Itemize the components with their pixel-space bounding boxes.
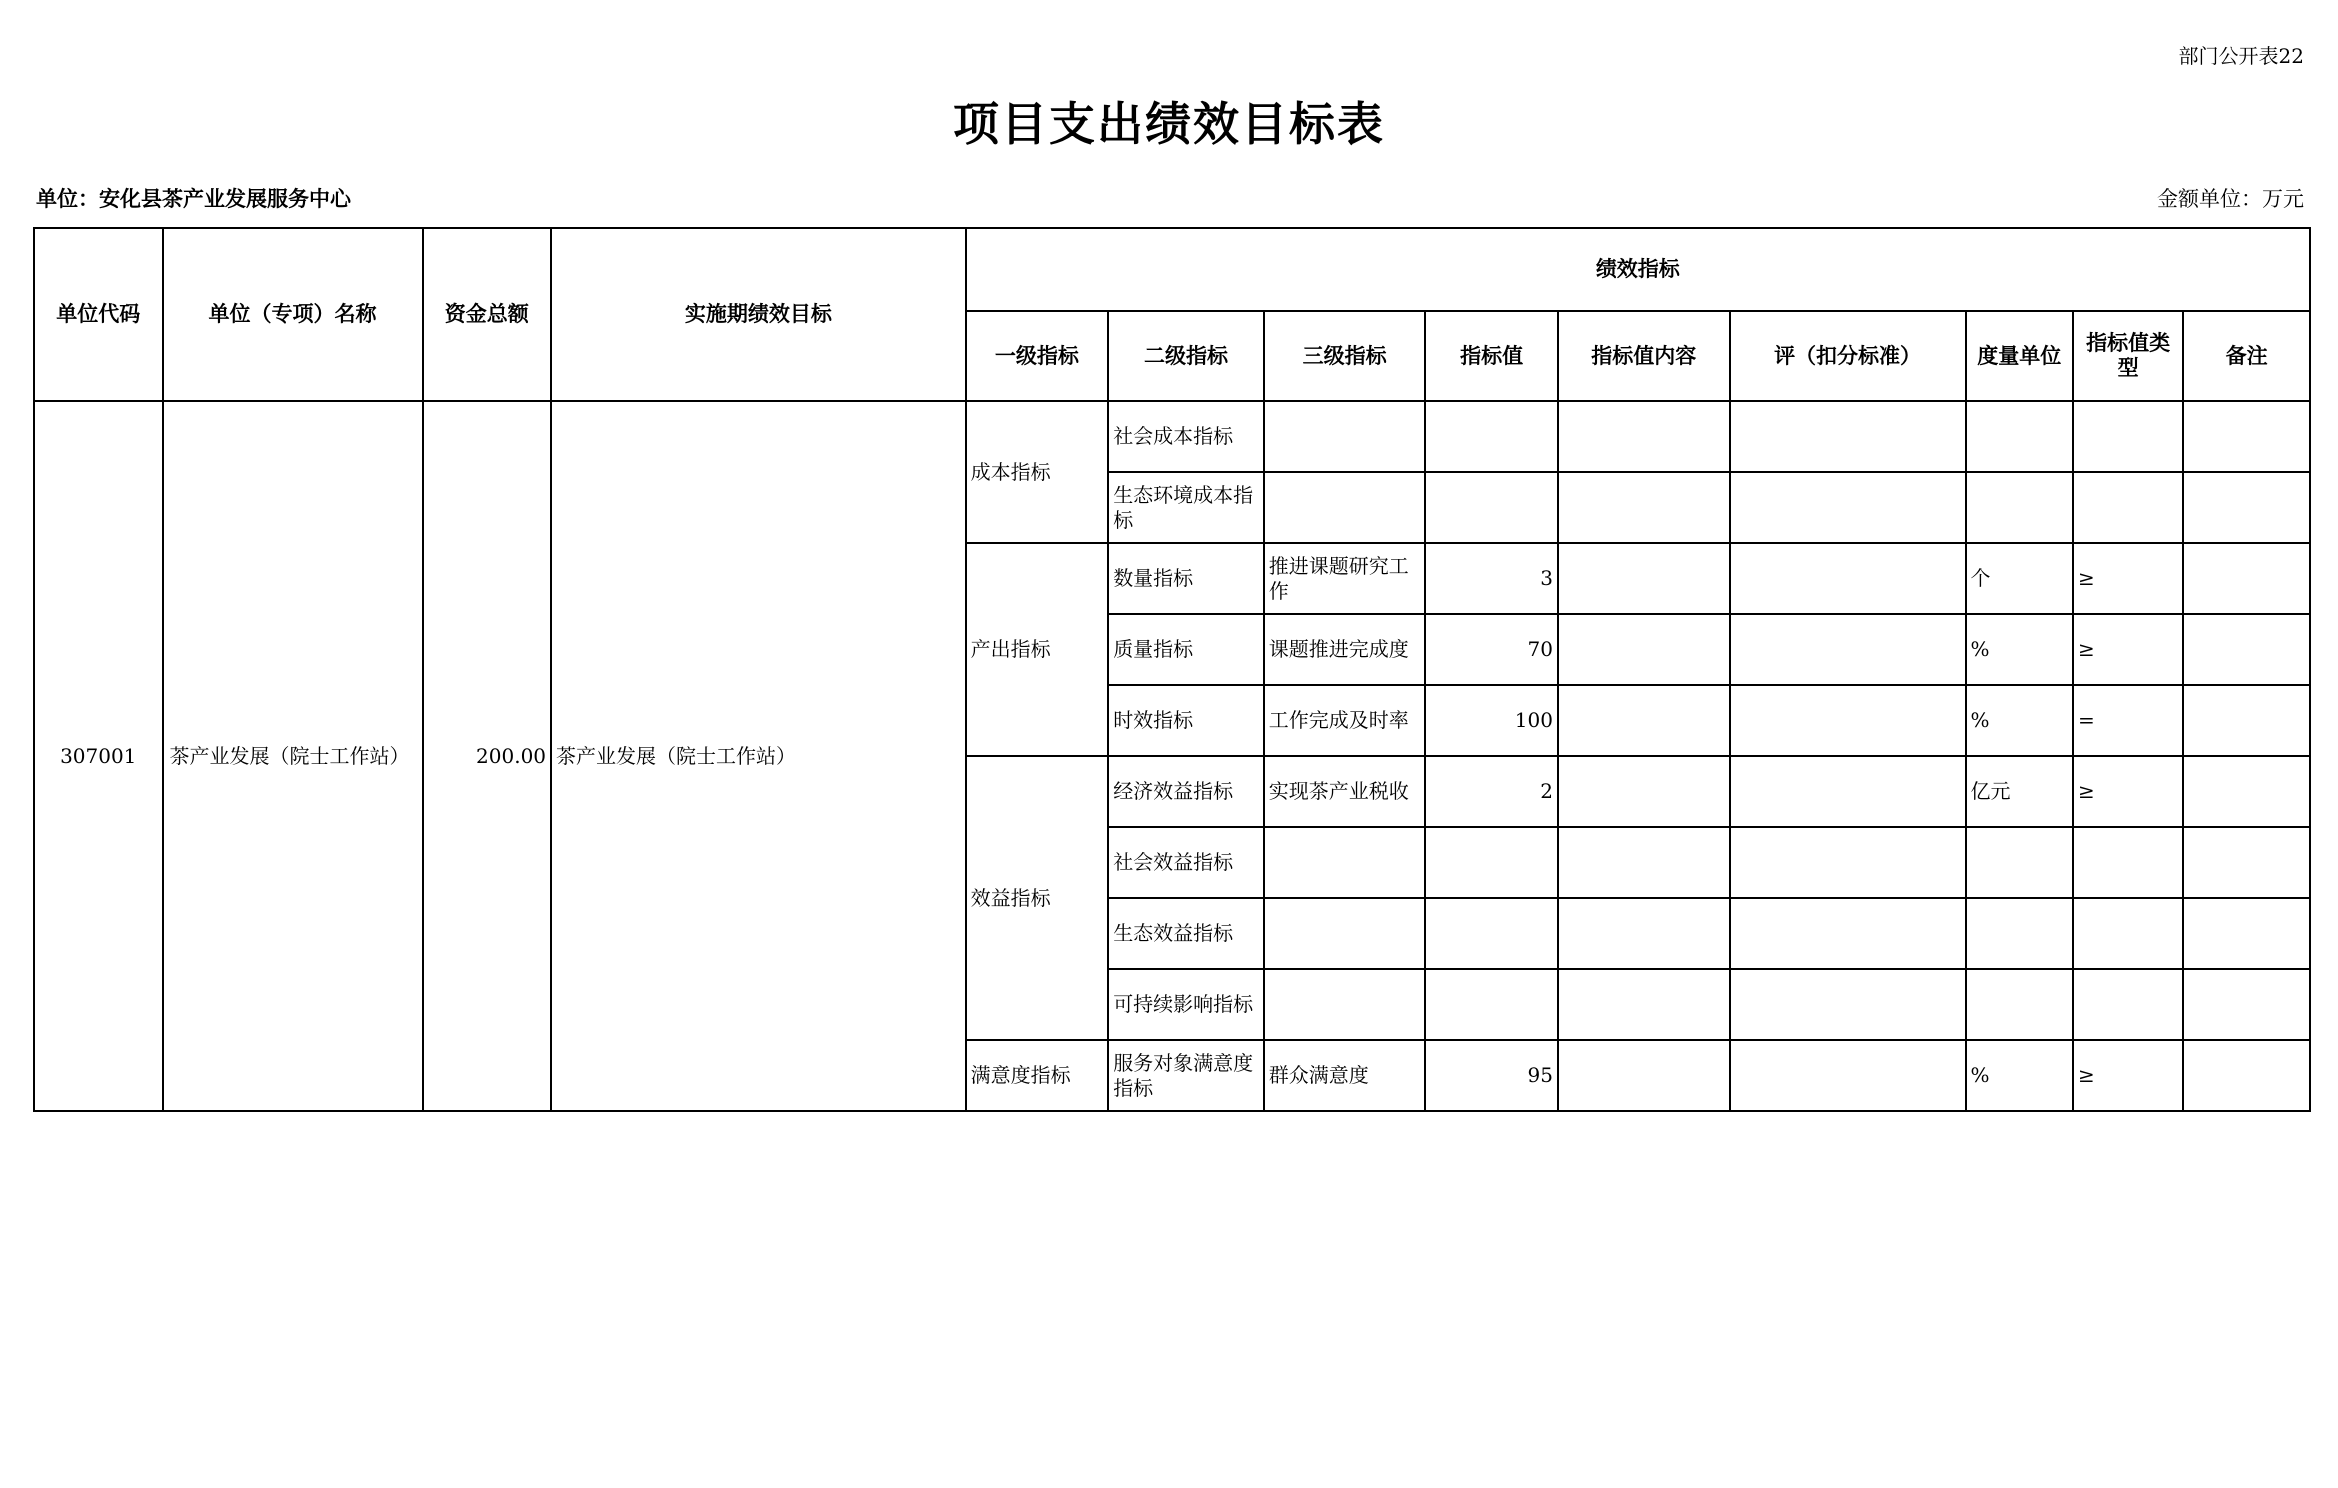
- level2-cell: 社会效益指标: [1108, 827, 1264, 898]
- remark-cell: [2183, 685, 2310, 756]
- form-number-tag: 部门公开表22: [2178, 44, 2304, 68]
- value-cell: [1425, 827, 1558, 898]
- value-type-cell: ≥: [2073, 756, 2183, 827]
- value-content-cell: [1558, 685, 1730, 756]
- remark-cell: [2183, 756, 2310, 827]
- value-content-cell: [1558, 543, 1730, 614]
- value-cell: [1425, 401, 1558, 472]
- measure-unit-cell: %: [1966, 614, 2073, 685]
- header-goal: 实施期绩效目标: [551, 228, 966, 401]
- measure-unit-cell: %: [1966, 685, 2073, 756]
- level3-cell: [1264, 898, 1426, 969]
- header-value-type: 指标值类型: [2073, 311, 2183, 401]
- level3-cell: [1264, 969, 1426, 1040]
- scoring-cell: [1730, 685, 1966, 756]
- value-type-cell: [2073, 969, 2183, 1040]
- value-type-cell: [2073, 827, 2183, 898]
- header-total-funds: 资金总额: [423, 228, 552, 401]
- scoring-cell: [1730, 898, 1966, 969]
- header-measure-unit: 度量单位: [1966, 311, 2073, 401]
- scoring-cell: [1730, 614, 1966, 685]
- value-type-cell: ≥: [2073, 614, 2183, 685]
- header-level2: 二级指标: [1108, 311, 1264, 401]
- level2-cell: 服务对象满意度指标: [1108, 1040, 1264, 1111]
- level3-cell: 课题推进完成度: [1264, 614, 1426, 685]
- header-unit-name: 单位（专项）名称: [163, 228, 423, 401]
- unit-label: 单位：安化县茶产业发展服务中心: [36, 187, 351, 211]
- value-content-cell: [1558, 472, 1730, 543]
- header-value-content: 指标值内容: [1558, 311, 1730, 401]
- value-content-cell: [1558, 898, 1730, 969]
- value-cell: 100: [1425, 685, 1558, 756]
- header-scoring: 评（扣分标准）: [1730, 311, 1966, 401]
- scoring-cell: [1730, 543, 1966, 614]
- remark-cell: [2183, 827, 2310, 898]
- value-content-cell: [1558, 969, 1730, 1040]
- measure-unit-cell: [1966, 969, 2073, 1040]
- header-row-1: [34, 228, 2310, 311]
- measure-unit-cell: 个: [1966, 543, 2073, 614]
- header-unit-code: 单位代码: [34, 228, 163, 401]
- value-cell: 2: [1425, 756, 1558, 827]
- scoring-cell: [1730, 969, 1966, 1040]
- value-type-cell: [2073, 472, 2183, 543]
- value-type-cell: [2073, 898, 2183, 969]
- scoring-cell: [1730, 401, 1966, 472]
- header-performance-indicators: 绩效指标: [966, 228, 2310, 311]
- level2-cell: 数量指标: [1108, 543, 1264, 614]
- remark-cell: [2183, 472, 2310, 543]
- remark-cell: [2183, 898, 2310, 969]
- scoring-cell: [1730, 756, 1966, 827]
- level3-cell: 群众满意度: [1264, 1040, 1426, 1111]
- measure-unit-cell: [1966, 898, 2073, 969]
- unit-name-cell: 茶产业发展（院士工作站）: [163, 401, 423, 1111]
- page-title: 项目支出绩效目标表: [953, 97, 1385, 151]
- measure-unit-cell: [1966, 827, 2073, 898]
- value-cell: 70: [1425, 614, 1558, 685]
- value-type-cell: ≥: [2073, 1040, 2183, 1111]
- group-output: 产出指标: [966, 543, 1109, 756]
- value-type-cell: =: [2073, 685, 2183, 756]
- value-content-cell: [1558, 1040, 1730, 1111]
- value-content-cell: [1558, 756, 1730, 827]
- value-cell: [1425, 969, 1558, 1040]
- measure-unit-cell: [1966, 472, 2073, 543]
- table-row: [34, 401, 2310, 472]
- scoring-cell: [1730, 827, 1966, 898]
- group-cost: 成本指标: [966, 401, 1109, 543]
- measure-unit-cell: 亿元: [1966, 756, 2073, 827]
- level2-cell: 生态效益指标: [1108, 898, 1264, 969]
- unit-code-cell: 307001: [34, 401, 163, 1111]
- level2-cell: 生态环境成本指标: [1108, 472, 1264, 543]
- value-content-cell: [1558, 827, 1730, 898]
- remark-cell: [2183, 543, 2310, 614]
- level2-cell: 经济效益指标: [1108, 756, 1264, 827]
- header-level3: 三级指标: [1264, 311, 1426, 401]
- remark-cell: [2183, 614, 2310, 685]
- level3-cell: [1264, 401, 1426, 472]
- scoring-cell: [1730, 472, 1966, 543]
- level2-cell: 可持续影响指标: [1108, 969, 1264, 1040]
- level2-cell: 社会成本指标: [1108, 401, 1264, 472]
- header-remark: 备注: [2183, 311, 2310, 401]
- group-satisfaction: 满意度指标: [966, 1040, 1109, 1111]
- level3-cell: 实现茶产业税收: [1264, 756, 1426, 827]
- level3-cell: [1264, 472, 1426, 543]
- amount-unit-label: 金额单位：万元: [2157, 187, 2304, 211]
- header-value: 指标值: [1425, 311, 1558, 401]
- scoring-cell: [1730, 1040, 1966, 1111]
- value-content-cell: [1558, 401, 1730, 472]
- remark-cell: [2183, 1040, 2310, 1111]
- total-funds-cell: 200.00: [423, 401, 552, 1111]
- header-level1: 一级指标: [966, 311, 1109, 401]
- level3-cell: 工作完成及时率: [1264, 685, 1426, 756]
- performance-target-table: [33, 227, 2311, 1112]
- value-type-cell: ≥: [2073, 543, 2183, 614]
- level3-cell: 推进课题研究工作: [1264, 543, 1426, 614]
- group-benefit: 效益指标: [966, 756, 1109, 1040]
- measure-unit-cell: [1966, 401, 2073, 472]
- value-content-cell: [1558, 614, 1730, 685]
- remark-cell: [2183, 969, 2310, 1040]
- measure-unit-cell: %: [1966, 1040, 2073, 1111]
- remark-cell: [2183, 401, 2310, 472]
- value-cell: [1425, 472, 1558, 543]
- goal-cell: 茶产业发展（院士工作站）: [551, 401, 966, 1111]
- level2-cell: 时效指标: [1108, 685, 1264, 756]
- level3-cell: [1264, 827, 1426, 898]
- value-type-cell: [2073, 401, 2183, 472]
- value-cell: [1425, 898, 1558, 969]
- value-cell: 95: [1425, 1040, 1558, 1111]
- level2-cell: 质量指标: [1108, 614, 1264, 685]
- value-cell: 3: [1425, 543, 1558, 614]
